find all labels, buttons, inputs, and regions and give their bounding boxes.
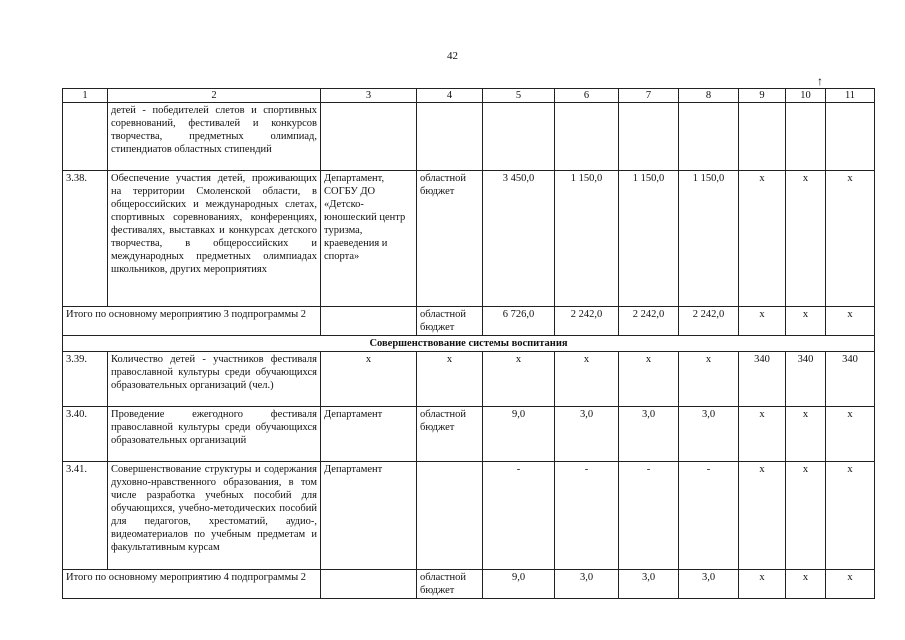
header-cell: 9 <box>739 89 786 103</box>
value-cell: 3,0 <box>619 570 679 599</box>
page-number: 42 <box>447 50 458 62</box>
executor <box>321 103 417 171</box>
value-cell: - <box>619 462 679 570</box>
funding-source <box>417 462 483 570</box>
value-cell: х <box>619 352 679 407</box>
value-cell: х <box>826 307 875 336</box>
value-cell: х <box>786 462 826 570</box>
value-cell: х <box>739 407 786 462</box>
value-cell: - <box>679 462 739 570</box>
value-cell: х <box>826 171 875 307</box>
value-cell: 2 242,0 <box>619 307 679 336</box>
value-cell: 3,0 <box>555 570 619 599</box>
value-cell: 340 <box>739 352 786 407</box>
value-cell: 9,0 <box>483 407 555 462</box>
header-cell: 1 <box>63 89 108 103</box>
value-cell <box>739 103 786 171</box>
activity-description: Обеспечение участия детей, проживающих на территории Смоленской области, в общероссийских и международных слетах, спортивных соревнованиях, конференциях, фестивалях, выставках и конкурсах детского творчества, в общероссийских и международных предметных олимпиадах школьников, других мероприятиях <box>108 171 321 307</box>
value-cell: х <box>555 352 619 407</box>
value-cell: 340 <box>826 352 875 407</box>
value-cell: х <box>739 307 786 336</box>
header-cell: 8 <box>679 89 739 103</box>
total-row <box>63 307 875 336</box>
header-cell: 3 <box>321 89 417 103</box>
value-cell: 3 450,0 <box>483 171 555 307</box>
value-cell: 3,0 <box>679 407 739 462</box>
funding-source: областной бюджет <box>417 307 483 336</box>
value-cell: х <box>826 462 875 570</box>
row-number <box>63 103 108 171</box>
table-row <box>63 407 875 462</box>
value-cell: х <box>826 407 875 462</box>
section-title: Совершенствование системы воспитания <box>63 336 875 352</box>
row-number: 3.40. <box>63 407 108 462</box>
value-cell: 9,0 <box>483 570 555 599</box>
value-cell: х <box>483 352 555 407</box>
value-cell: 1 150,0 <box>555 171 619 307</box>
program-table <box>62 88 875 599</box>
value-cell: 2 242,0 <box>679 307 739 336</box>
row-number: 3.38. <box>63 171 108 307</box>
value-cell: х <box>739 570 786 599</box>
row-number: 3.41. <box>63 462 108 570</box>
executor: х <box>321 352 417 407</box>
executor: Департамент <box>321 407 417 462</box>
executor <box>321 570 417 599</box>
table-row <box>63 352 875 407</box>
total-label: Итого по основному мероприятию 4 подпрограммы 2 <box>63 570 321 599</box>
total-label: Итого по основному мероприятию 3 подпрограммы 2 <box>63 307 321 336</box>
value-cell: х <box>739 171 786 307</box>
value-cell <box>619 103 679 171</box>
value-cell: 1 150,0 <box>679 171 739 307</box>
table-row <box>63 462 875 570</box>
value-cell: х <box>679 352 739 407</box>
value-cell: х <box>786 570 826 599</box>
header-cell: 11 <box>826 89 875 103</box>
value-cell: 2 242,0 <box>555 307 619 336</box>
value-cell: 3,0 <box>619 407 679 462</box>
value-cell <box>786 103 826 171</box>
funding-source: областной бюджет <box>417 171 483 307</box>
funding-source: областной бюджет <box>417 570 483 599</box>
table-row <box>63 103 875 171</box>
row-number: 3.39. <box>63 352 108 407</box>
header-cell: 2 <box>108 89 321 103</box>
value-cell <box>679 103 739 171</box>
section-row <box>63 336 875 352</box>
value-cell <box>826 103 875 171</box>
header-cell: 7 <box>619 89 679 103</box>
value-cell <box>483 103 555 171</box>
header-cell: 4 <box>417 89 483 103</box>
header-cell: 5 <box>483 89 555 103</box>
header-cell: 10 <box>786 89 826 103</box>
activity-description: детей - победителей слетов и спортивных соревнований, фестивалей и конкурсов творчества, предметных олимпиад, стипендиатов областных стипендий <box>108 103 321 171</box>
executor: Департамент <box>321 462 417 570</box>
activity-description: Проведение ежегодного фестиваля православной культуры среди обучающихся образовательных организаций <box>108 407 321 462</box>
value-cell: х <box>739 462 786 570</box>
executor: Департамент, СОГБУ ДО «Детско-юношеский центр туризма, краеведения и спорта» <box>321 171 417 307</box>
value-cell: 6 726,0 <box>483 307 555 336</box>
value-cell: х <box>826 570 875 599</box>
header-row <box>63 89 875 103</box>
executor <box>321 307 417 336</box>
funding-source <box>417 103 483 171</box>
activity-description: Количество детей - участников фестиваля православной культуры среди обучающихся образовательных организаций (чел.) <box>108 352 321 407</box>
activity-description: Совершенствование структуры и содержания духовно-нравственного образования, в том числе разработка учебных пособий для обучающихся, учебно-методических пособий для педагогов, хрестоматий, аудио-, видеоматериалов по учебным предметам и факультативным курсам <box>108 462 321 570</box>
value-cell: х <box>786 171 826 307</box>
funding-source: областной бюджет <box>417 407 483 462</box>
value-cell: 1 150,0 <box>619 171 679 307</box>
table-row <box>63 171 875 307</box>
value-cell: 3,0 <box>555 407 619 462</box>
value-cell: х <box>786 407 826 462</box>
value-cell: х <box>786 307 826 336</box>
value-cell: 3,0 <box>679 570 739 599</box>
arrow-marker-icon: ↑ <box>817 74 823 88</box>
value-cell: - <box>555 462 619 570</box>
value-cell: - <box>483 462 555 570</box>
value-cell: 340 <box>786 352 826 407</box>
total-row <box>63 570 875 599</box>
funding-source: х <box>417 352 483 407</box>
header-cell: 6 <box>555 89 619 103</box>
value-cell <box>555 103 619 171</box>
